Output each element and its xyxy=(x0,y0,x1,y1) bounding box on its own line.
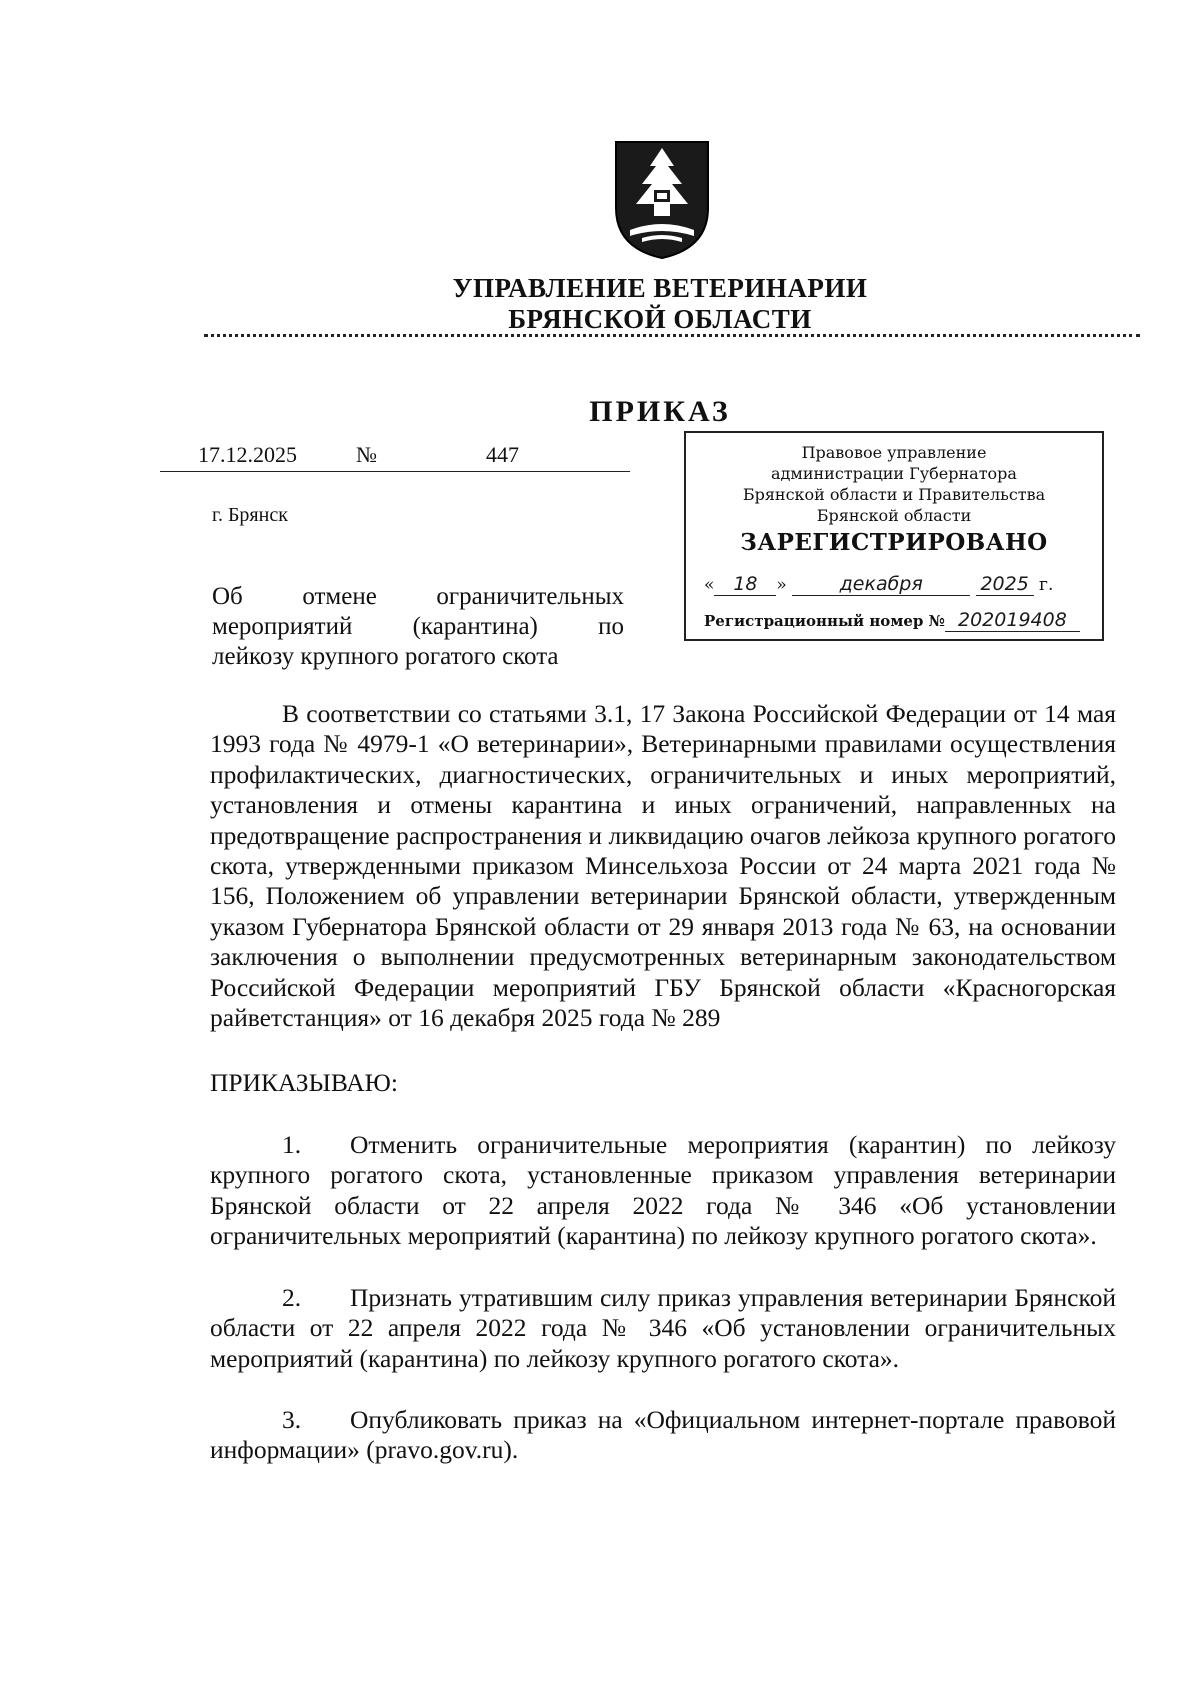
item-text: Отменить ограничительные мероприятия (карантин) по лейкозу крупного рогатого скота, установленные приказом управления ветеринарии Брянской области от 22 апреля 2022 года № 346 «Об установлении ограничительных мероприятий (карантина) по лейкозу крупного рогатого скота». xyxy=(210,1130,1116,1251)
subject-line-2: мероприятий (карантина) по xyxy=(212,613,624,640)
order-item-1 xyxy=(210,1130,1116,1252)
item-number: 2. xyxy=(282,1283,302,1312)
document-title: ПРИКАЗ xyxy=(589,395,731,428)
stamp-year-suffix: г. xyxy=(1039,575,1054,595)
order-item-3 xyxy=(210,1405,1116,1466)
stamp-status: ЗАРЕГИСТРИРОВАНО xyxy=(740,529,1048,556)
item-number: 1. xyxy=(282,1130,302,1159)
order-number-label: № xyxy=(356,442,377,467)
preamble-paragraph: В соответствии со статьями 3.1, 17 Закона Российской Федерации от 14 мая 1993 года № 4979-1 «О ветеринарии», Ветеринарными правилами осуществления профилактических, диагностических, ограничительных и иных мероприятий, установления и отмены карантина и иных ограничений, направленных на предотвращение распространения и ликвидацию очагов лейкоза крупного рогатого скота, утвержденными приказом Минсельхоза России от 24 марта 2021 года № 156, Положением об управлении ветеринарии Брянской области, утвержденным указом Губернатора Брянской области от 29 января 2013 года № 63, на основании заключения о выполнении предусмотренных ветеринарным законодательством Российской Федерации мероприятий ГБУ Брянской области «Красногорская райветстанция» от 16 декабря 2025 года № 289 xyxy=(210,699,1116,1033)
stamp-reg-number: 202019408 xyxy=(945,609,1080,632)
stamp-reg-label: Регистрационный номер № xyxy=(704,612,945,630)
bryansk-coat-of-arms-icon xyxy=(612,138,712,262)
stamp-date-row xyxy=(704,573,1092,599)
city-label: г. Брянск xyxy=(212,504,288,526)
order-date: 17.12.2025 xyxy=(198,442,297,467)
order-subject xyxy=(212,582,624,672)
item-number: 3. xyxy=(282,1405,302,1434)
stamp-line-1: Правовое управление xyxy=(801,443,987,462)
item-text: Признать утратившим силу приказ управления ветеринарии Брянской области от 22 апреля 2022 года № 346 «Об установлении ограничительных мероприятий (карантина) по лейкозу крупного рогатого скота». xyxy=(210,1283,1116,1373)
stamp-open-quote: « xyxy=(704,575,715,595)
stamp-day: 18 xyxy=(714,573,776,596)
date-number-underline xyxy=(160,471,630,472)
order-number: 447 xyxy=(486,442,519,467)
organization-name-line2: БРЯНСКОЙ ОБЛАСТИ xyxy=(508,304,812,334)
order-word: ПРИКАЗЫВАЮ: xyxy=(210,1068,398,1097)
subject-line-3: лейкозу крупного рогатого скота xyxy=(212,643,559,670)
subject-line-1: Об отмене ограничительных xyxy=(212,583,624,610)
registration-stamp xyxy=(684,431,1104,641)
stamp-line-3: Брянской области и Правительства xyxy=(742,485,1046,504)
stamp-year: 2025 xyxy=(976,573,1034,596)
stamp-registration-row xyxy=(704,609,1092,635)
header-dotted-divider xyxy=(204,334,1140,337)
order-item-2 xyxy=(210,1283,1116,1374)
stamp-line-4: Брянской области xyxy=(816,506,972,525)
item-text: Опубликовать приказ на «Официальном интернет-портале правовой информации» (pravo.gov.ru). xyxy=(210,1405,1116,1465)
stamp-close-quote: » xyxy=(776,575,787,595)
stamp-line-2: администрации Губернатора xyxy=(771,464,1017,483)
organization-name-line1: УПРАВЛЕНИЕ ВЕТЕРИНАРИИ xyxy=(452,273,868,303)
stamp-month: декабря xyxy=(792,573,970,596)
